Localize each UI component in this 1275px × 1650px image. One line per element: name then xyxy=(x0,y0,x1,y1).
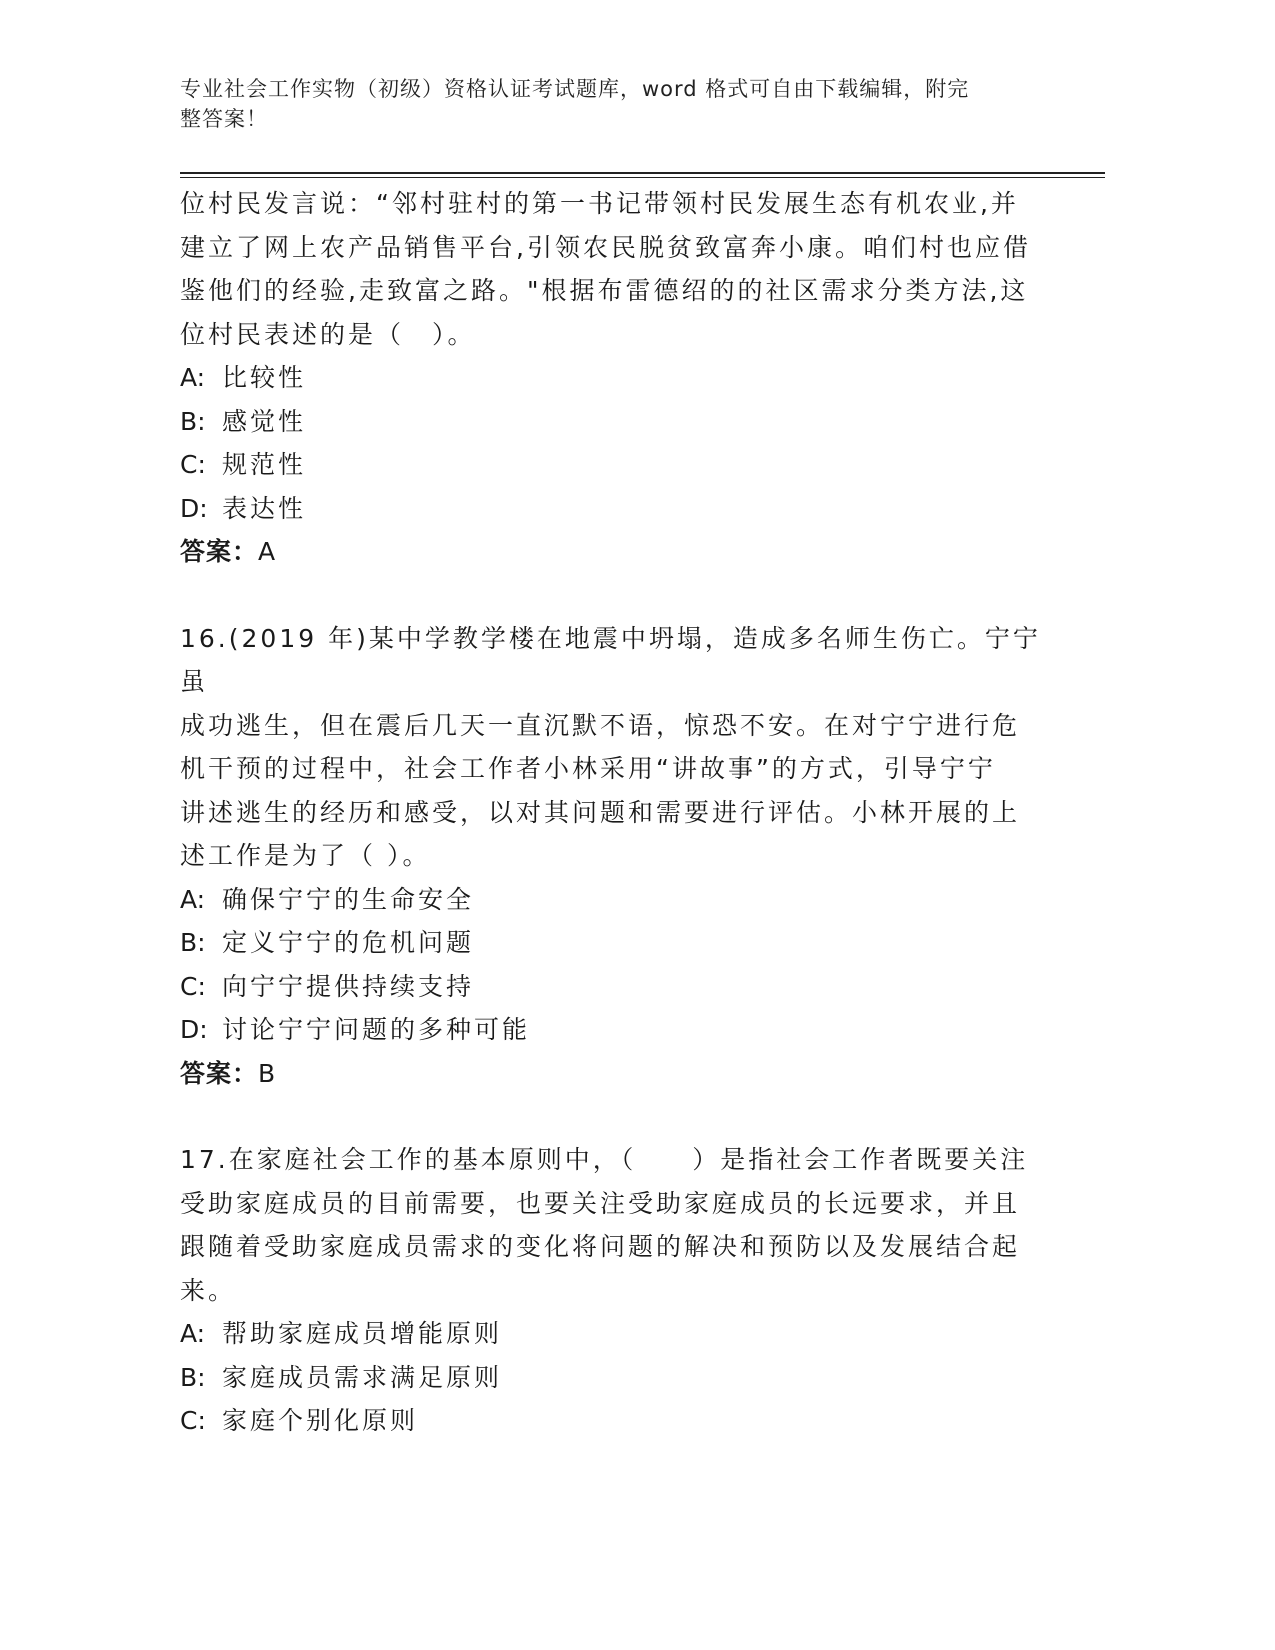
option-letter: B: xyxy=(180,928,206,957)
question-stem-line: 位村民发言说：“邻村驻村的第一书记带领村民发展生态有机农业,并 xyxy=(180,189,1019,218)
option-text: 定义宁宁的危机问题 xyxy=(222,928,475,957)
option-text: 表达性 xyxy=(222,493,307,523)
question-stem-line: 来。 xyxy=(180,1275,237,1305)
answer-line xyxy=(180,530,1060,574)
question-stem-line: 受助家庭成员的目前需要，也要关注受助家庭成员的长远要求，并且 xyxy=(180,1188,1021,1218)
option-c xyxy=(180,965,1060,1009)
question-stem-line: 跟随着受助家庭成员需求的变化将问题的解决和预防以及发展结合起 xyxy=(180,1232,1021,1261)
option-text: 家庭成员需求满足原则 xyxy=(222,1362,503,1392)
question-stem-line: 机干预的过程中，社会工作者小林采用“讲故事”的方式，引导宁宁 xyxy=(180,754,996,783)
option-text: 感觉性 xyxy=(222,406,307,436)
option-b xyxy=(180,1356,1060,1400)
option-c xyxy=(180,443,1060,487)
question-stem-line: 述工作是为了（ ）。 xyxy=(180,841,431,870)
option-d xyxy=(180,1008,1060,1052)
header-divider-thick xyxy=(180,172,1105,174)
option-text: 家庭个别化原则 xyxy=(222,1406,419,1435)
option-letter: C: xyxy=(180,450,206,479)
option-b xyxy=(180,400,1060,444)
option-text: 帮助家庭成员增能原则 xyxy=(222,1319,503,1348)
question-stem-line: 讲述逃生的经历和感受，以对其问题和需要进行评估。小林开展的上 xyxy=(180,797,1021,827)
question-block xyxy=(180,617,1060,1096)
option-b xyxy=(180,921,1060,965)
header-title-line-1: 专业社会工作实物（初级）资格认证考试题库，word 格式可自由下载编辑，附完 xyxy=(180,77,970,101)
header-divider-thin xyxy=(180,177,1105,178)
question-stem-line: 16.(2019 年)某中学教学楼在地震中坍塌，造成多名师生伤亡。宁宁虽 xyxy=(180,623,1041,696)
option-text: 讨论宁宁问题的多种可能 xyxy=(222,1015,531,1044)
option-a xyxy=(180,1312,1060,1356)
option-letter: C: xyxy=(180,971,206,1001)
option-letter: B: xyxy=(180,1362,206,1392)
answer-label: 答案： xyxy=(180,537,259,566)
option-letter: A: xyxy=(180,1319,206,1348)
answer-line xyxy=(180,1052,1060,1096)
option-letter: B: xyxy=(180,406,206,436)
option-letter: A: xyxy=(180,884,206,914)
option-a xyxy=(180,878,1060,922)
option-letter: D: xyxy=(180,493,208,523)
question-block xyxy=(180,1138,1060,1443)
answer-value: B xyxy=(258,1058,277,1088)
option-d xyxy=(180,487,1060,531)
option-text: 比较性 xyxy=(222,363,307,392)
option-text: 规范性 xyxy=(222,450,307,479)
question-stem-line: 位村民表述的是（ ）。 xyxy=(180,319,476,349)
answer-label: 答案： xyxy=(180,1058,259,1088)
question-list xyxy=(180,182,1060,1443)
option-letter: D: xyxy=(180,1015,208,1044)
question-block xyxy=(180,182,1060,574)
option-text: 向宁宁提供持续支持 xyxy=(222,971,475,1001)
answer-value: A xyxy=(258,537,277,566)
question-stem-line: 建立了网上农产品销售平台,引领农民脱贫致富奔小康。咱们村也应借 xyxy=(180,232,1031,262)
option-letter: A: xyxy=(180,363,206,392)
document-header xyxy=(180,74,1060,134)
option-letter: C: xyxy=(180,1406,206,1435)
spacer xyxy=(180,1095,1060,1138)
option-c xyxy=(180,1399,1060,1443)
option-a xyxy=(180,356,1060,400)
header-title-line-2: 整答案！ xyxy=(180,107,268,131)
question-stem-line: 鉴他们的经验,走致富之路。"根据布雷德绍的的社区需求分类方法,这 xyxy=(180,276,1029,305)
spacer xyxy=(180,574,1060,617)
question-stem-line: 成功逃生，但在震后几天一直沉默不语，惊恐不安。在对宁宁进行危 xyxy=(180,710,1021,740)
option-text: 确保宁宁的生命安全 xyxy=(222,884,475,914)
question-stem-line: 17.在家庭社会工作的基本原则中，（ ）是指社会工作者既要关注 xyxy=(180,1145,1029,1174)
